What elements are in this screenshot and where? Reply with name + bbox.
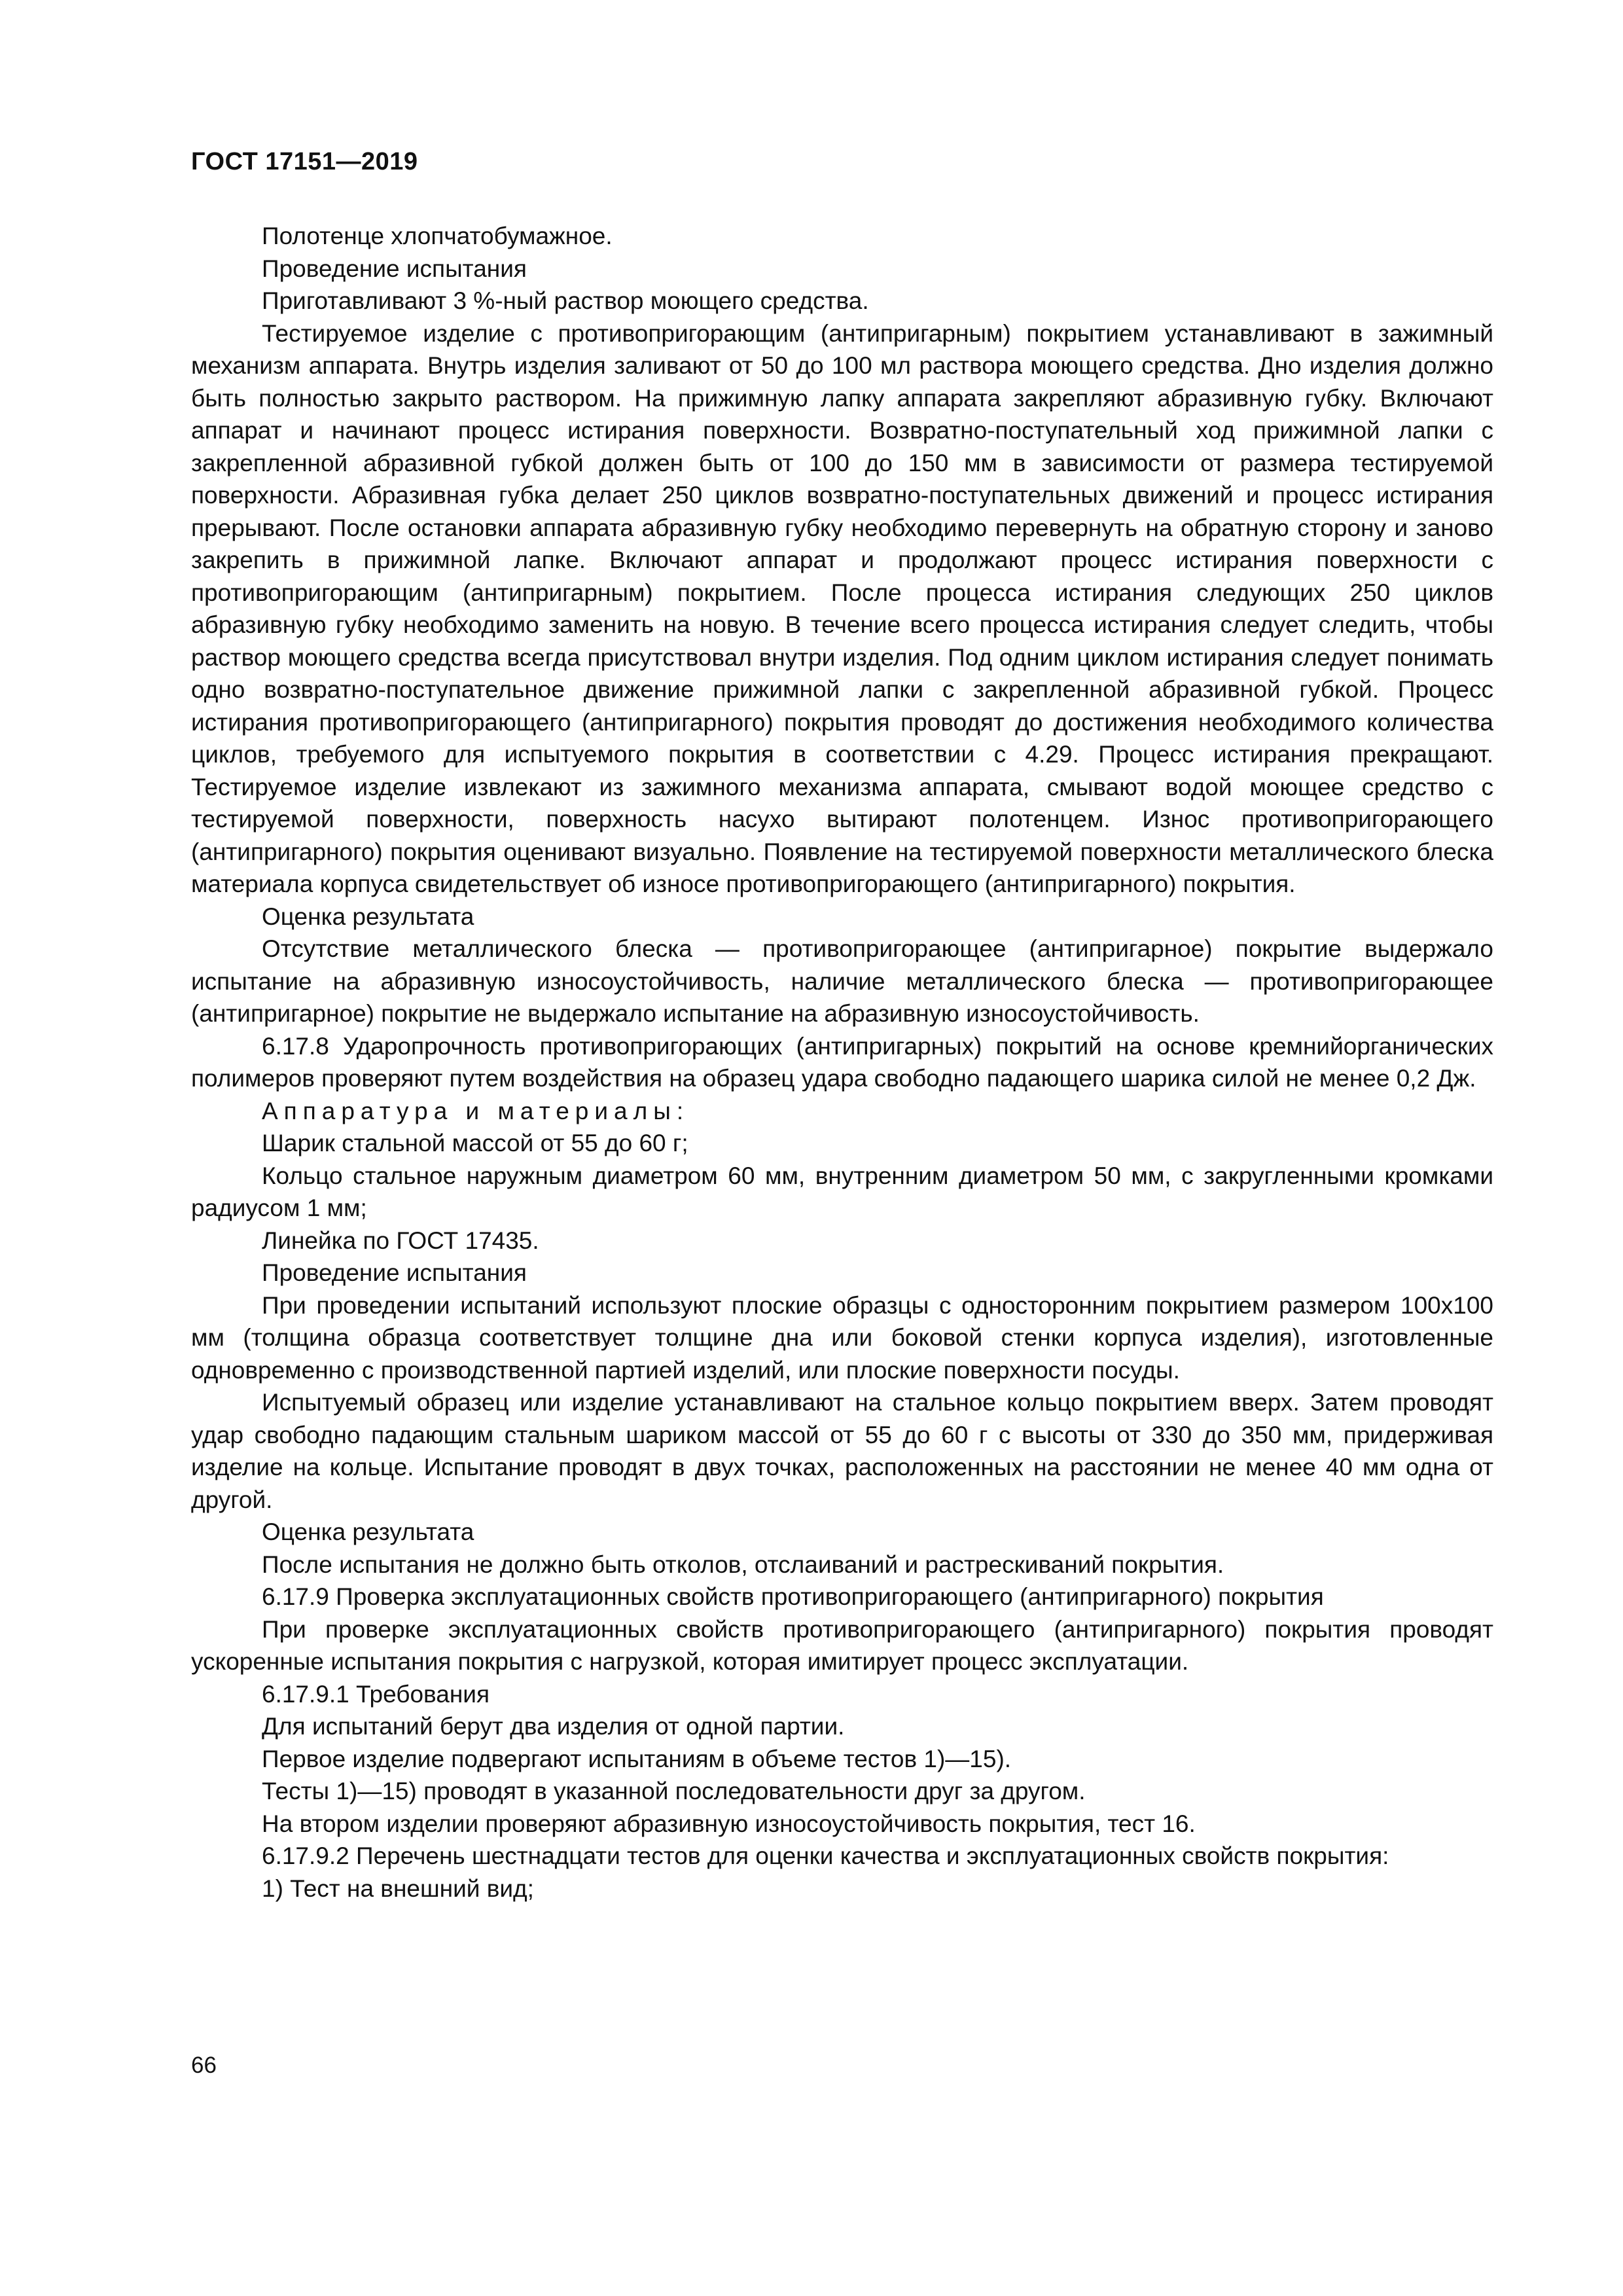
document-body — [191, 220, 1493, 1905]
paragraph-heading-procedure-2: Проведение испытания — [262, 1259, 527, 1286]
paragraph-impact-test: Испытуемый образец или изделие устанавливают на стальное кольцо покрытием вверх. Затем проводят удар свободно падающим стальным шариком массой от 55 до 60 г с высоты от 330 до 350 мм, придерживая изделие на кольце. Испытание проводят в двух точках, расположенных на расстоянии не менее 40 мм одна от другой. — [191, 1389, 1493, 1513]
paragraph-prepare-solution: Приготавливают 3 %-ный раствор моющего средства. — [262, 287, 869, 314]
paragraph-6-17-9-2: 6.17.9.2 Перечень шестнадцати тестов для оценки качества и эксплуатационных свойств покрытия: — [262, 1842, 1389, 1869]
paragraph-samples: При проведении испытаний используют плоские образцы с односторонним покрытием размером 100x100 мм (толщина образца соответствует толщине дна или боковой стенки корпуса изделия), изготовленные одновременно с производственной партией изделий, или плоские поверхности посуды. — [191, 1291, 1493, 1384]
paragraph-impact-result: После испытания не должно быть отколов, отслаиваний и растрескиваний покрытия. — [262, 1551, 1224, 1578]
paragraph-steel-ring: Кольцо стальное наружным диаметром 60 мм, внутренним диаметром 50 мм, с закругленными кромками радиусом 1 мм; — [191, 1162, 1493, 1221]
paragraph-heading-result: Оценка результата — [262, 903, 474, 930]
paragraph-6-17-8: 6.17.8 Ударопрочность противопригорающих (антипригарных) покрытий на основе кремнийорганических полимеров проверяют путем воздействия на образец удара свободно падающего шарика силой не менее 0,2 Дж. — [191, 1032, 1493, 1092]
paragraph-abrasion-result: Отсутствие металлического блеска — противопригорающее (антипригарное) покрытие выдержало испытание на абразивную износоустойчивость, наличие металлического блеска — противопригорающее (антипригарное) покрытие не выдержало испытание на абразивную износоустойчивость. — [191, 935, 1493, 1027]
paragraph-6-17-9: 6.17.9 Проверка эксплуатационных свойств противопригорающего (антипригарного) покрытия — [262, 1583, 1324, 1610]
paragraph-first-item: Первое изделие подвергают испытаниям в объеме тестов 1)—15). — [262, 1745, 1012, 1772]
paragraph-second-item: На втором изделии проверяют абразивную износоустойчивость покрытия, тест 16. — [262, 1810, 1196, 1837]
standard-header: ГОСТ 17151—2019 — [191, 148, 418, 175]
paragraph-heading-procedure: Проведение испытания — [262, 255, 527, 282]
paragraph-accelerated-tests: При проверке эксплуатационных свойств противопригорающего (антипригарного) покрытия проводят ускоренные испытания покрытия с нагрузкой, которая имитирует процесс эксплуатации. — [191, 1615, 1493, 1675]
page-number: 66 — [191, 2053, 217, 2078]
paragraph-test-order: Тесты 1)—15) проводят в указанной последовательности друг за другом. — [262, 1778, 1086, 1804]
paragraph-towel: Полотенце хлопчатобумажное. — [262, 223, 613, 249]
paragraph-two-items: Для испытаний берут два изделия от одной партии. — [262, 1713, 845, 1740]
paragraph-heading-result-2: Оценка результата — [262, 1518, 474, 1545]
list-item-test-1: 1) Тест на внешний вид; — [262, 1874, 534, 1902]
paragraph-ruler: Линейка по ГОСТ 17435. — [262, 1227, 539, 1254]
paragraph-abrasion-procedure: Тестируемое изделие с противопригорающим (антипригарным) покрытием устанавливают в зажимный механизм аппарата. Внутрь изделия заливают от 50 до 100 мл раствора моющего средства. Дно изделия должно быть полностью закрыто раствором. На прижимную лапку аппарата закрепляют абразивную губку. Включают аппарат и начинают процесс истирания поверхности. Возвратно-поступательный ход прижимной лапки с закрепленной абразивной губкой должен быть от 100 до 150 мм в зависимости от размера тестируемой поверхности. Абразивная губка делает 250 циклов возвратно-поступательных движений и процесс истирания прерывают. После остановки аппарата абразивную губку необходимо перевернуть на обратную сторону и заново закрепить в прижимной лапке. Включают аппарат и продолжают процесс истирания поверхности с противопригорающим (антипригарным) покрытием. После процесса истирания следующих 250 циклов абразивную губку необходимо заменить на новую. В течение всего процесса истирания следует следить, чтобы раствор моющего средства всегда присутствовал внутри изделия. Под одним циклом истирания следует понимать одно возвратно-поступательное движение прижимной лапки с закрепленной абразивной губкой. Процесс истирания противопригорающего (антипригарного) покрытия проводят до достижения необходимого количества циклов, требуемого для испытуемого покрытия в соответствии с 4.29. Процесс истирания прекращают. Тестируемое изделие извлекают из зажимного механизма аппарата, смывают водой моющее средство с тестируемой поверхности, поверхность насухо вытирают полотенцем. Износ противопригорающего (антипригарного) покрытия оценивают визуально. Появление на тестируемой поверхности металлического блеска материала корпуса свидетельствует об износе противопригорающего (антипригарного) покрытия. — [191, 319, 1493, 897]
paragraph-steel-ball: Шарик стальной массой от 55 до 60 г; — [262, 1130, 688, 1157]
paragraph-6-17-9-1: 6.17.9.1 Требования — [262, 1680, 490, 1708]
paragraph-heading-equipment: Аппаратура и материалы: — [262, 1097, 690, 1124]
